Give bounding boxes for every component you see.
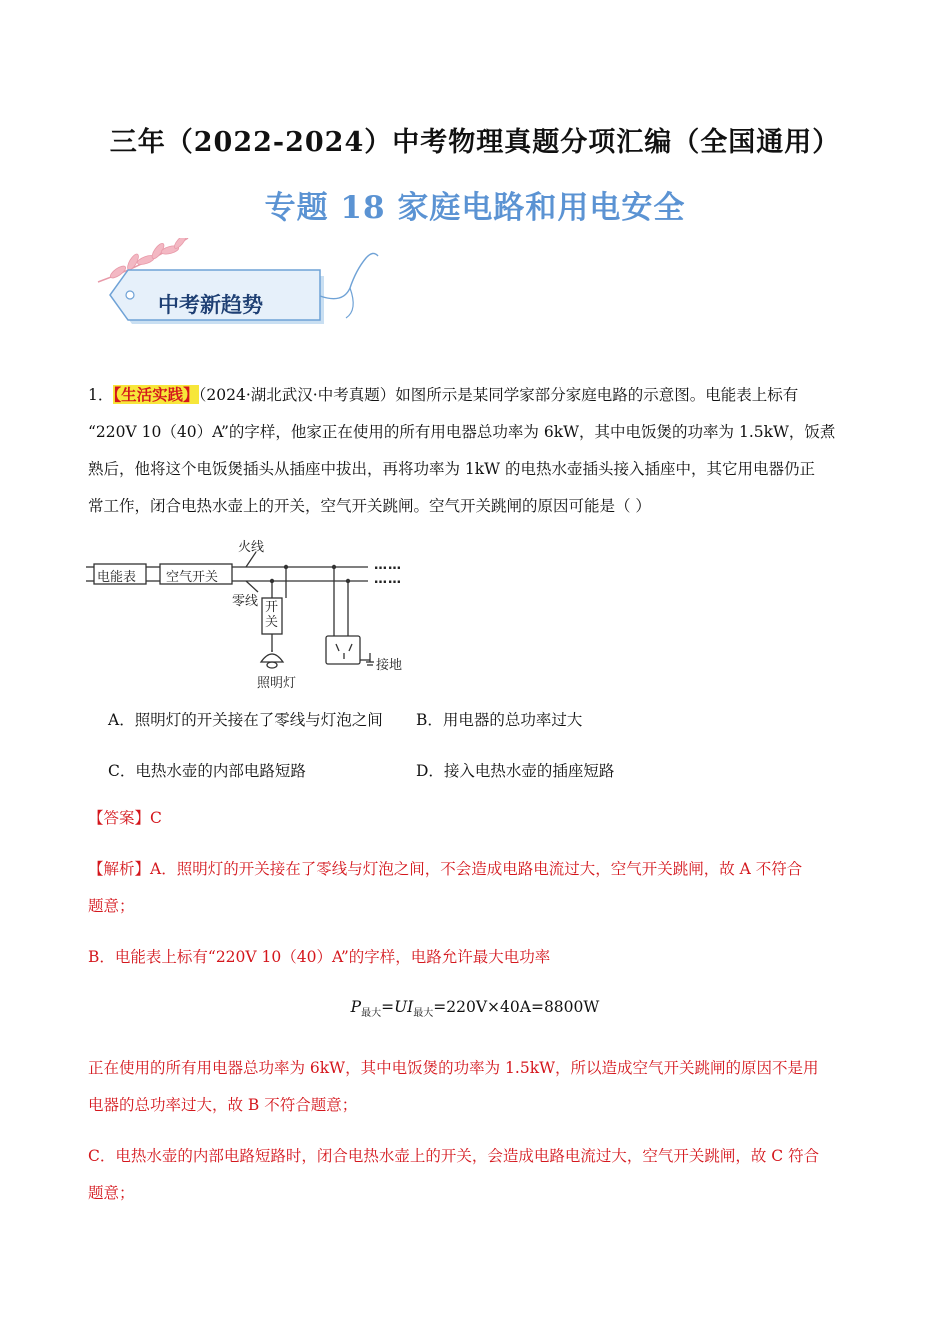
analysis-c-line-1: C．电热水壶的内部电路短路时，闭合电热水壶上的开关，会造成电路电流过大，空气开关跳闸，故 C 符合: [88, 1147, 820, 1165]
socket-box: [326, 636, 360, 664]
question-stem: [88, 376, 863, 525]
ground-label: 接地: [376, 658, 403, 673]
topic-title: 专题 18 家庭电路和用电安全: [264, 190, 686, 226]
option-d: D．接入电热水壶的插座短路: [416, 762, 615, 780]
analysis-a: [88, 851, 863, 925]
question-line-4: 常工作，闭合电热水壶上的开关，空气开关跳闸。空气开关跳闸的原因可能是（ ）: [88, 497, 651, 515]
meter-label: 电能表: [97, 570, 137, 585]
power-formula: [0, 998, 950, 1019]
analysis-c-line-2: 题意；: [88, 1184, 135, 1202]
analysis-b-line-1: B．电能表上标有“220V 10（40）A”的字样，电路允许最大电功率: [88, 948, 551, 966]
lamp-label: 照明灯: [257, 676, 297, 691]
switch-label: 开关: [265, 600, 279, 630]
formula-p: P: [350, 998, 362, 1016]
analysis-b-line-3: 电器的总功率过大，故 B 不符合题意；: [88, 1096, 358, 1114]
circuit-diagram: [86, 532, 416, 692]
question-line-1: [88, 376, 863, 414]
question-line-3: 熟后，他将这个电饭煲插头从插座中拔出，再将功率为 1kW 的电热水壶插头接入插座中，其它用电器仍正: [88, 460, 816, 478]
formula-sub-2: 最大: [413, 1008, 434, 1020]
option-b: B．用电器的总功率过大: [416, 711, 583, 729]
question-number: 1．: [88, 386, 114, 404]
analysis-b-continued: [88, 1050, 863, 1124]
option-c: C．电热水壶的内部电路短路: [108, 762, 306, 780]
badge-label: 中考新趋势: [158, 293, 263, 317]
analysis-a-line-2: 题意；: [88, 897, 135, 915]
continuation-dots-bottom: ……: [374, 572, 402, 587]
analysis-c: [88, 1138, 863, 1212]
live-wire-label: 火线: [238, 540, 265, 555]
question-line-2: “220V 10（40）A”的字样，他家正在使用的所有用电器总功率为 6kW，其中电饭煲的功率为 1.5kW，饭煮: [88, 423, 836, 441]
analysis-b-line-2: 正在使用的所有用电器总功率为 6kW，其中电饭煲的功率为 1.5kW，所以造成空气开关跳闸的原因不是用: [88, 1059, 819, 1077]
question-tag: 【生活实践】: [113, 385, 199, 404]
lamp-shade: [261, 654, 283, 662]
analysis-a-line-1: 【解析】A．照明灯的开关接在了零线与灯泡之间，不会造成电路电流过大，空气开关跳闸，故 A 不符合: [88, 860, 803, 878]
neutral-wire-label: 零线: [232, 594, 259, 609]
continuation-dots-top: ……: [374, 558, 402, 573]
formula-ui: =UI: [381, 998, 414, 1016]
page-title: 三年（2022-2024）中考物理真题分项汇编（全国通用）: [109, 127, 841, 158]
formula-sub-1: 最大: [361, 1008, 382, 1020]
section-badge: [88, 238, 388, 338]
option-a: A．照明灯的开关接在了零线与灯泡之间: [108, 711, 383, 729]
formula-rest: =220V×40A=8800W: [433, 998, 600, 1016]
answer-label: 【答案】C: [88, 809, 162, 827]
question-text-1: （2024·湖北武汉·中考真题）如图所示是某同学家部分家庭电路的示意图。电能表上标有: [198, 386, 799, 404]
badge-banner-graphic: [88, 238, 388, 338]
breaker-label: 空气开关: [166, 570, 219, 585]
